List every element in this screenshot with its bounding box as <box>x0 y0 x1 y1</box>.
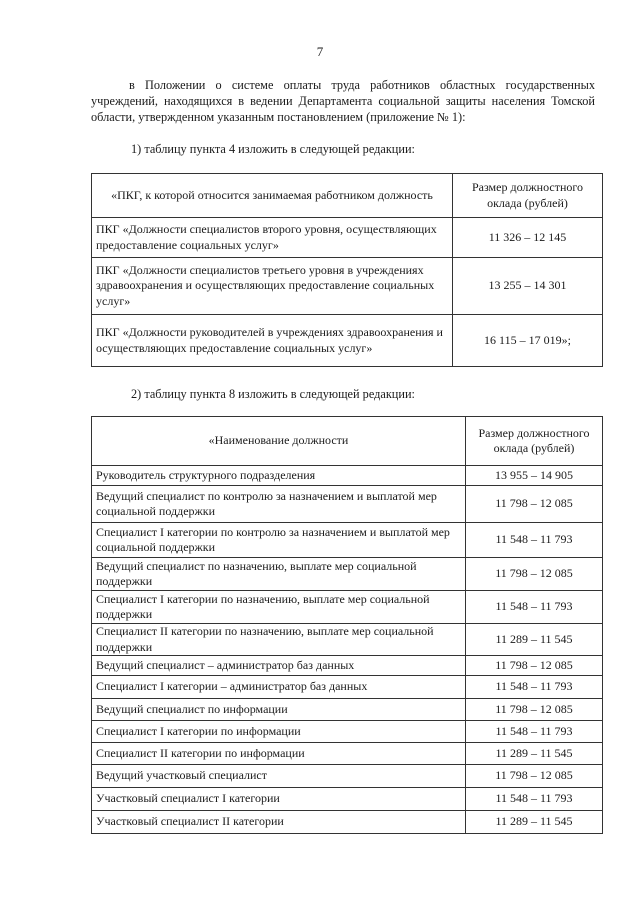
table-cell: ПКГ «Должности специалистов третьего уровня в учреждениях здравоохранения и осуществляющих предоставление социальных услуг» <box>92 258 453 315</box>
table-cell: 13 255 – 14 301 <box>453 258 603 315</box>
item-2-text: 2) таблицу пункта 8 изложить в следующей редакции: <box>131 387 415 401</box>
table-cell: Специалист II категории по информации <box>92 743 466 765</box>
table-cell: 11 548 – 11 793 <box>466 523 603 558</box>
table-pkg-salaries <box>91 173 603 367</box>
table-cell: 11 548 – 11 793 <box>466 591 603 624</box>
table-cell: 11 798 – 12 085 <box>466 699 603 721</box>
table-cell: ПКГ «Должности специалистов второго уровня, осуществляющих предоставление социальных услуг» <box>92 218 453 258</box>
table-cell: 16 115 – 17 019»; <box>453 315 603 367</box>
table-row <box>92 591 603 624</box>
table-cell: Ведущий участковый специалист <box>92 765 466 788</box>
table-cell: Ведущий специалист по контролю за назначением и выплатой мер социальной поддержки <box>92 486 466 523</box>
table-cell: Ведущий специалист по информации <box>92 699 466 721</box>
header-cell: Размер должностного оклада (рублей) <box>466 417 603 466</box>
table-cell: Специалист II категории по назначению, выплате мер социальной поддержки <box>92 624 466 656</box>
table-cell: Специалист I категории по назначению, выплате мер социальной поддержки <box>92 591 466 624</box>
table-cell: 11 548 – 11 793 <box>466 676 603 699</box>
table-cell: 11 798 – 12 085 <box>466 765 603 788</box>
table-row <box>92 486 603 523</box>
table-row <box>92 676 603 699</box>
table-cell: Специалист I категории по контролю за назначением и выплатой мер социальной поддержки <box>92 523 466 558</box>
header-cell: Размер должностного оклада (рублей) <box>453 174 603 218</box>
table-row <box>92 258 603 315</box>
table-row <box>92 656 603 676</box>
table-row <box>92 699 603 721</box>
table-cell: 11 548 – 11 793 <box>466 788 603 811</box>
table-cell: 11 289 – 11 545 <box>466 743 603 765</box>
table-row <box>92 743 603 765</box>
table-cell: 11 798 – 12 085 <box>466 656 603 676</box>
table-cell: Участковый специалист I категории <box>92 788 466 811</box>
table-cell: 11 289 – 11 545 <box>466 811 603 834</box>
table-row <box>92 466 603 486</box>
table-row <box>92 315 603 367</box>
table-row <box>92 523 603 558</box>
table-header-row <box>92 417 603 466</box>
table-row <box>92 624 603 656</box>
table-row <box>92 811 603 834</box>
table-header-row <box>92 174 603 218</box>
table-cell: Специалист I категории по информации <box>92 721 466 743</box>
table-cell: Ведущий специалист по назначению, выплате мер социальной поддержки <box>92 558 466 591</box>
table-cell: Ведущий специалист – администратор баз данных <box>92 656 466 676</box>
header-cell: «ПКГ, к которой относится занимаемая работником должность <box>92 174 453 218</box>
table-row <box>92 558 603 591</box>
table-row <box>92 218 603 258</box>
item-1-text: 1) таблицу пункта 4 изложить в следующей редакции: <box>131 142 415 156</box>
table-cell: Руководитель структурного подразделения <box>92 466 466 486</box>
intro-paragraph: в Положении о системе оплаты труда работников областных государственных учреждений, находящихся в ведении Департамента социальной защиты населения Томской области, утвержденном указанным постановлением (приложение № 1): <box>91 78 595 125</box>
table-position-salaries <box>91 416 603 834</box>
page-number: 7 <box>316 44 324 59</box>
table-cell: ПКГ «Должности руководителей в учреждениях здравоохранения и осуществляющих предоставление социальных услуг» <box>92 315 453 367</box>
table-cell: 11 326 – 12 145 <box>453 218 603 258</box>
table-cell: Участковый специалист II категории <box>92 811 466 834</box>
table-row <box>92 721 603 743</box>
table-cell: 13 955 – 14 905 <box>466 466 603 486</box>
table-cell: Специалист I категории – администратор баз данных <box>92 676 466 699</box>
table-row <box>92 788 603 811</box>
header-cell: «Наименование должности <box>92 417 466 466</box>
table-cell: 11 548 – 11 793 <box>466 721 603 743</box>
table-cell: 11 289 – 11 545 <box>466 624 603 656</box>
table-cell: 11 798 – 12 085 <box>466 486 603 523</box>
table-row <box>92 765 603 788</box>
table-cell: 11 798 – 12 085 <box>466 558 603 591</box>
